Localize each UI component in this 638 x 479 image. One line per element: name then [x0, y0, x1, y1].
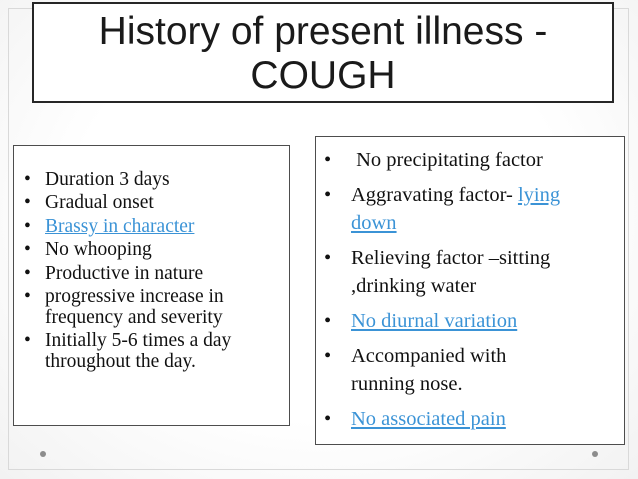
bullet-icon: •	[24, 192, 31, 214]
bullet-icon: •	[24, 239, 31, 261]
item-link[interactable]: No diurnal variation	[351, 310, 518, 332]
left-content-box	[13, 145, 290, 426]
list-item	[24, 331, 283, 373]
item-link[interactable]: No associated pain	[351, 408, 506, 430]
list-item	[324, 342, 618, 398]
bullet-icon: •	[324, 184, 332, 206]
title-line-2: COUGH	[250, 54, 396, 97]
bullet-icon: •	[24, 262, 31, 284]
item-text: No precipitating factor	[351, 149, 543, 171]
bullet-icon: •	[24, 330, 31, 352]
bullet-icon: •	[324, 149, 332, 171]
item-text-line-2: ,drinking water	[351, 275, 477, 297]
item-text: Duration 3 days	[45, 169, 170, 190]
left-bullet-list	[14, 146, 289, 373]
item-link-line-1[interactable]: lying	[517, 184, 561, 206]
bullet-icon: •	[324, 247, 332, 269]
nav-dot-left-icon	[40, 451, 46, 457]
item-text-line-1: Initially 5-6 times a day	[45, 330, 232, 352]
list-item	[24, 193, 283, 214]
item-link[interactable]: Brassy in character	[45, 215, 195, 237]
item-text-line-2: throughout the day.	[45, 350, 196, 372]
item-text: Aggravating factor-	[351, 184, 518, 206]
item-text: Productive in nature	[45, 262, 204, 284]
item-text-line-1: Relieving factor –sitting	[351, 247, 551, 269]
item-text-line-2: frequency and severity	[45, 306, 223, 328]
bullet-icon: •	[24, 169, 31, 190]
item-text-line-1: progressive increase in	[45, 285, 224, 307]
list-item	[324, 307, 618, 335]
bullet-icon: •	[324, 408, 332, 430]
item-link-line-2[interactable]: down	[351, 212, 397, 234]
item-text: Gradual onset	[45, 192, 154, 214]
bullet-icon: •	[24, 285, 31, 307]
right-content-box	[315, 136, 625, 445]
list-item	[24, 240, 283, 261]
list-item	[24, 217, 283, 238]
bullet-icon: •	[324, 310, 332, 332]
list-item	[24, 170, 283, 191]
list-item	[24, 264, 283, 285]
title-line-1: History of present illness -	[98, 10, 548, 53]
bullet-icon: •	[324, 345, 332, 367]
bullet-icon: •	[24, 215, 31, 237]
item-text-line-1: Accompanied with	[351, 345, 507, 367]
right-bullet-list	[316, 137, 624, 433]
item-text-line-2: running nose.	[351, 373, 463, 395]
list-item	[324, 146, 618, 174]
nav-dot-right-icon	[592, 451, 598, 457]
list-item	[324, 405, 618, 433]
list-item	[24, 287, 283, 329]
title-box	[32, 2, 614, 103]
item-text: No whooping	[45, 239, 152, 261]
list-item	[324, 244, 618, 300]
list-item	[324, 181, 618, 237]
